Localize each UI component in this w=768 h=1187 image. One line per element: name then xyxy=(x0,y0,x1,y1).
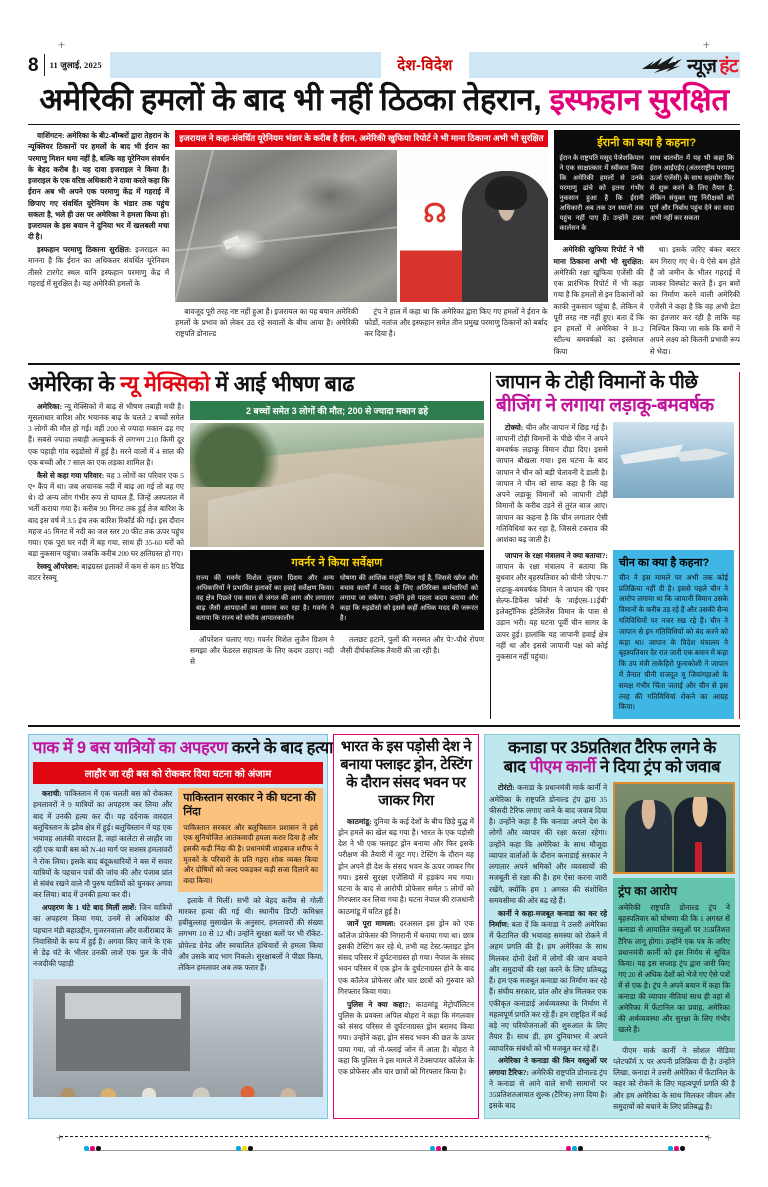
japan-subhead: जापान के रक्षा मंत्रालय ने क्या बताया?: xyxy=(505,550,608,560)
pak-subhead: अपहरण के 1 घंटे बाद मिलीं लाशें: xyxy=(42,903,137,913)
canada-subhead-2: अमेरिका ने कनाडा की किन वस्तुओं पर लगाया टैरिफ?: xyxy=(489,1056,608,1077)
mexico-fact-box-cols xyxy=(196,574,478,624)
mexico-right-wrap xyxy=(190,401,484,669)
canada-col2-wrap xyxy=(613,782,735,1113)
mexico-col1-body2: यह 3 लोगों का परिवार एक 5 ए॰ कैंप में था। जब अचानक नदी में बाढ़ आ गई तो बह गए थे। दो अन्य लोग गंभीर रूप से घायल हैं, जिन्हें अस्पताल में भर्ती कराया गया है। करीब 90 मिनट तक हुई तेज बारिश के बाद इस वर्ष में 3.5 इंच तक बारिश रिकॉर्ड की गई। इस दौरान महज 45 मिनट में नदी का जल स्तर 20 फीट तक ऊपर पहुंच गया। एक पूरा घर नदी में बह गया, साथ ही 35-60 घरों को बड़ा नुकसान पहुंचा। जबकि करीब 200 घर क्षतिग्रस्त हो गए। xyxy=(28,470,185,559)
mexico-col1-body: न्यू मेक्सिको में बाढ़ से भीषण तबाही मची है। मूसलाधार बारिश और भयानक बाढ़ के चलते 2 बच्चों समेत 3 लोगों की मौत हो गई। वहीं 200 से ज्यादा मकान ढह गए हैं। सबसे ज्यादा तबाही अल्बुकर्क से लगभग 210 किमी दूर एक पहाड़ी गांव रुइडोसो में हुई है। मरने वालों में 4 साल की एक बच्ची और 7 साल का एक लड़का शामिल है। xyxy=(28,401,184,467)
lead-headline xyxy=(28,82,740,119)
section-title: देश-विदेश xyxy=(381,52,468,78)
satellite-structure xyxy=(223,235,241,249)
publication-date: 11 जुलाई, 2025 xyxy=(49,59,102,70)
page-number: 8 xyxy=(28,54,39,76)
drone-body: दुनिया के कई देशों के बीच छिड़े युद्ध में ड्रोन हमले का खेल बढ़ गया है। भारत के एक पड़ोसी देश ने भी एक फ्लाइट ड्रोन बनाया और फिर इसके परीक्षण की तैयारी में जुट गए। टेस्टिंग के दौरान यह ड्रोन अपने ही देश के संसद भवन के ऊपर जाकर गिर गया। इससे सुरक्षा एजेंसियों में हड़कंप मच गया। घटना के बाद से आरोपी प्रोफेसर समेत 5 लोगों को गिरफ्तार कर लिया गया है। घटना नेपाल की राजधानी काठमांडू में घटित हुई है। xyxy=(338,816,474,916)
canada-col1-body3: अमेरिकी राष्ट्रपति डोनाल्ड ट्रंप ने कनाडा से आने वाले सभी सामानों पर 35प्रतिशतआयात शुल्क (टैरिफ) लगा दिया है। इसके बाद xyxy=(489,1067,608,1111)
mexico-headline-p2: में आई भीषण बाढ xyxy=(209,371,355,396)
pak-col2-p1: इलाके में मिलीं। सभी को बेहद करीब से गोली मारकर हत्या की गई थी। स्थानीय डिप्टी कमिश्नर हबीबुल्लाह मुसाखेल के अनुसार, हमलावरों की संख्या लगभग 10 से 12 थी। उन्होंने सुरक्षा बलों पर भी रॉकेट-प्रोपेल्ड ग्रेनेड और स्वचालित हथियारों से हमला किया और उसके बाद भाग निकले। सुरक्षाबलों ने पीछा किया, लेकिन हमलावर अब तक फरार हैं। xyxy=(178,895,323,973)
japan-col1-p1 xyxy=(496,422,608,546)
mexico-dateline: अमेरिका: xyxy=(37,401,63,411)
mexico-bottom-p2: तलछट हटाने, पुलों की मरम्मत और पे?-पौधे रोपण जैसी दीर्घकालिक तैयारी की जा रही है। xyxy=(340,634,484,656)
masthead xyxy=(28,52,740,78)
story-divider-1 xyxy=(28,363,740,365)
canada-col1 xyxy=(489,782,607,1113)
mexico-bottom-col2 xyxy=(340,634,484,669)
mexico-subhead-2: रेस्क्यू ऑपरेशन: xyxy=(37,562,80,572)
canada-text-row xyxy=(489,782,735,1113)
japan-dateline: टोक्यो: xyxy=(505,422,524,432)
mexico-subhead-1: कैसे से कहा गया परिवार: xyxy=(37,470,105,480)
registration-solid-line xyxy=(88,1150,680,1151)
black-dot xyxy=(578,1146,583,1151)
pak-col1-p1 xyxy=(33,788,172,901)
iran-col3 xyxy=(364,306,547,341)
canada-col1-p3 xyxy=(489,1055,607,1111)
mexico-headline xyxy=(28,372,484,397)
mexico-col1 xyxy=(28,401,184,584)
pak-col1-p2 xyxy=(33,902,172,970)
japan-photo-wrap xyxy=(613,422,734,547)
iran-lower-p1 xyxy=(554,244,644,357)
drone-subhead-1: जानें पूरा मामला: xyxy=(347,919,396,929)
story-canada xyxy=(484,734,740,1119)
japan-box-wrap xyxy=(613,550,734,719)
drone-headline: भारत के इस पड़ोसी देश ने बनाया फ्लाइट ड्रोन, टेस्टिंग के दौरान संसद भवन पर जाकर गिरा xyxy=(340,738,472,809)
yellow-dot xyxy=(242,1146,247,1151)
tie-shape xyxy=(695,842,702,872)
mexico-col1-body3: बाढ़ग्रस्त इलाकों में कम से कम 85 रैपिड वाटर रेस्क्यू xyxy=(28,562,184,583)
masthead-band xyxy=(110,52,740,78)
canada-headline-line2 xyxy=(489,758,735,778)
mexico-green-strap: 2 बच्चों समेत 3 लोगों की मौत; 200 से ज्यादा मकान ढहे xyxy=(190,401,484,420)
pak-fact-box-title: पाकिस्तान सरकार ने की घटना की निंदा xyxy=(183,792,316,818)
iran-lower-body1: अमेरिकी रक्षा खुफिया एजेंसी की एक प्रारंभिक रिपोर्ट में भी कहा गया है कि हमलों से इन ठिकानों को काफी नुकसान पहुंचा है, लेकिन वे पूरी तरह नष्ट नहीं हुए। बता दें कि इन हमलों में अमेरिका ने B-2 स्टील्थ बमवर्षकों का इस्तेमाल किया xyxy=(553,267,644,356)
iran-left-column xyxy=(28,130,169,358)
folio xyxy=(28,52,110,78)
pak-headline xyxy=(33,738,334,758)
mexico-headline-p1: अमेरिका के xyxy=(28,371,121,396)
canada-headline-p2a: बाद xyxy=(503,758,530,777)
drone-col xyxy=(338,816,474,1078)
magenta-dot xyxy=(90,1146,95,1151)
cyan-dot xyxy=(572,1146,577,1151)
iran-mid-text xyxy=(175,306,547,341)
eagle-icon xyxy=(640,53,684,77)
color-dots-4 xyxy=(566,1146,583,1151)
press-registration-marks xyxy=(0,1128,768,1168)
mexico-fact-box-title: गवर्नर ने किया सर्वेक्षण xyxy=(291,556,383,569)
canada-col1-p1 xyxy=(489,782,607,906)
brand-text-hunt: हंट xyxy=(719,56,738,77)
headline-rule xyxy=(28,124,740,126)
magenta-dot xyxy=(566,1146,571,1151)
pak-col1-body2: जिन यात्रियों का अपहरण किया गया, उनमें से अधिकांश की पहचान मंडी बहाउद्दीन, गुजरनवाला और वजीराबाद के निवासियों के रूप में हुई है। अगवा किए जाने के एक से डेढ़ घंटे के भीतर उनकी लाशें एक पुल के नीचे नजदीकी पहाड़ी xyxy=(33,903,173,969)
iran-photo-row xyxy=(175,150,547,302)
drone-body2: दरअसल इस ड्रोन को एक कॉलेज प्रोफेसर की निगरानी में बनाया गया था। छात्र इसकी टेस्टिंग कर रहे थे, तभी यह टेस्ट-फ्लाइट ड्रोन संसद परिसर में दुर्घटनाग्रस्त हो गया। नेपाल के संसद भवन परिसर में एक ड्रोन के दुर्घटनाग्रस्त होने के बाद एक कॉलेज प्रोफेसर और चार छात्रों को गुरुवार को गिरफ्तार किया गया। xyxy=(338,919,474,996)
color-dots-2 xyxy=(236,1146,253,1151)
canada-green-wrap xyxy=(613,878,735,1040)
iran-right-column xyxy=(554,130,740,358)
canada-col2 xyxy=(613,1045,735,1113)
iran-col1-p1 xyxy=(28,130,169,243)
canada-dateline: टोरंटो: xyxy=(498,783,515,793)
pak-red-strap: लाहौर जा रही बस को रोककर दिया घटना को अंजाम xyxy=(33,762,323,784)
pak-fact-box xyxy=(178,788,323,891)
japan-fact-box xyxy=(613,550,734,719)
leader-figure xyxy=(462,171,548,302)
mexico-col1-p3 xyxy=(28,561,184,584)
mexico-bottom-text xyxy=(190,634,484,669)
japan-col1-body: चीन और जापान में छिड़ गई है। जापानी टोही विमानों के पीछे चीन ने अपने बमवर्षक लड़ाकू विमान दौड़ा दिए। इससे जापान बौखला गया। इस घटना के बाद जापान ने चीन को बड़ी चेतावनी दे डाली है। जापान ने चीन को साफ कहा है कि वह अपने लड़ाकू विमानों को जापानी टोही विमानों के करीब उड़ने से तुरंत बाज आए। जापान का कहना है कि चीन लगातार ऐसी गतिविधियां कर रहा है, जिससे टकराव की आशंका बढ़ जाती है। xyxy=(496,422,608,545)
pak-fact-box-text: पाकिस्तान सरकार और बलूचिस्तान प्रशासन ने इसे एक सुनियोजित आतंकवादी हमला करार दिया है और इसकी कड़ी निंदा की है। प्रधानमंत्री शाहबाज शरीफ ने मृतकों के परिवारों के प्रति गहरा शोक व्यक्त किया और दोषियों को जल्द पकड़कर कड़ी सजा दिलाने का वादा किया। xyxy=(183,823,318,885)
cyan-dot xyxy=(668,1146,673,1151)
iran-lower-col1 xyxy=(554,244,644,358)
pak-headline-rest: करने के बाद हत्या xyxy=(231,738,334,757)
brand-text-news: न्यूज़ xyxy=(687,56,717,77)
lead-headline-part1: अमेरिकी हमलों के बाद भी नहीं ठिठका तेहरान, xyxy=(39,82,550,117)
mexico-fact-box xyxy=(190,550,484,630)
iran-col1-p2 xyxy=(28,244,169,289)
newspaper-page xyxy=(28,52,740,1119)
iran-col1-subhead: इस्फहान परमाणु ठिकाना सुरक्षित: xyxy=(37,245,132,255)
mexico-col1-p2 xyxy=(28,470,184,560)
japan-top-row xyxy=(496,422,734,547)
carney-figure xyxy=(625,800,672,872)
iran-lower-text xyxy=(554,244,740,358)
crop-mark-top-right: + xyxy=(702,37,710,52)
canada-headline-line1: कनाडा पर 35प्रतिशत टैरिफ लगने के xyxy=(508,738,716,757)
drone-body3: काठमांडू मेट्रोपॉलिटन पुलिस के प्रवक्ता अपिल बोहरा ने कहा कि मंगलवार को संसद परिसर से दुर्घटनाग्रस्त ड्रोन बरामद किया गया। उन्होंने कहा, ड्रोन संसद भवन की छत के ऊपर पाया गया, जो नो-फ्लाई जोन में आता है। बोहरा ने कहा कि पुलिस ने इस मामले में टेक्सपायर कॉलेज के एक प्रोफेसर और चार छात्रों को गिरफ्तार किया है। xyxy=(338,999,474,1077)
magenta-dot xyxy=(674,1146,679,1151)
pak-headline-highlight: पाक में 9 बस यात्रियों का अपहरण xyxy=(33,738,232,757)
cyan-dot xyxy=(84,1146,89,1151)
magenta-dot xyxy=(436,1146,441,1151)
iran-col1 xyxy=(28,130,169,289)
drone-p2 xyxy=(338,918,474,997)
bottom-band xyxy=(28,734,740,1119)
black-dot xyxy=(442,1146,447,1151)
fighter-jets-photo xyxy=(613,422,734,498)
japan-col1 xyxy=(496,422,608,547)
color-dots-5 xyxy=(668,1146,685,1151)
story-iran xyxy=(28,130,740,358)
mexico-bottom-p1: ऑपरेशन चलाए गए। गवर्नर मिशेल लुजैन ग्रिशम ने समझा और फेडरल सहायता के लिए कदम उठाए। नदी से xyxy=(190,634,334,667)
mexico-headline-highlight: न्यू मेक्सिको xyxy=(120,371,210,396)
color-dots-3 xyxy=(430,1146,447,1151)
pak-col2-wrap xyxy=(178,788,323,975)
canada-headline-highlight: पीएम कार्नी xyxy=(529,758,596,777)
mexico-col1-wrap xyxy=(28,401,184,669)
canada-col1-p2 xyxy=(489,908,607,1054)
story-japan xyxy=(490,372,740,719)
iran-lower-col2 xyxy=(650,244,740,358)
color-dots-1 xyxy=(84,1146,101,1151)
iran-center-column xyxy=(175,130,547,358)
cyan-dot xyxy=(430,1146,435,1151)
mexico-fact-box-col2: घोषणा की आंशिक मंजूरी मिल गई है, जिससे खोज और बचाव कार्यों में मदद के लिए अतिरिक्त कर्मचारियों को लगाया जा सकेगा। उन्होंने इसे पहला कदम बताया और कहा कि रुइडोसो को इससे कहीं अधिक मदद की जरूरत है। xyxy=(340,574,478,622)
canada-fact-box-text: अमेरिकी राष्ट्रपति डोनाल्ड ट्रंप ने बृहस्पतिवार को घोषणा की कि 1 अगस्त से कनाडा से आयातित वस्तुओं पर 35प्रतिशत टैरिफ लागू होगा। उन्होंने एक पत्र के जरिए प्रधानमंत्री कार्नी को इस निर्णय से सूचित किया। यह इस सप्ताह ट्रंप द्वारा जारी किए गए 20 से अधिक देशों को भेजे गए ऐसे पत्रों में से एक है। ट्रंप ने अपने बयान में कहा कि कनाडा की व्यापार नीतियां साथ ही वहां से अमेरिका में फेंटानिल का प्रवाह, अमेरिका की अर्थव्यवस्था और सुरक्षा के लिए गंभीर खतरे हैं। xyxy=(618,903,730,1035)
mexico-col1-p1 xyxy=(28,401,184,469)
story-pakistan xyxy=(28,734,334,1119)
japan-headline-line2: बीजिंग ने लगाया लड़ाकू-बमवर्षक xyxy=(496,394,714,416)
satellite-photo xyxy=(175,150,397,302)
black-dot xyxy=(248,1146,253,1151)
iran-fact-box-cols xyxy=(560,154,734,234)
japan-fact-box-title: चीन का क्या है कहना? xyxy=(618,556,710,569)
story-new-mexico xyxy=(28,372,484,719)
iran-leader-photo xyxy=(400,150,548,302)
iran-col2 xyxy=(175,306,358,341)
mexico-bottom-col1 xyxy=(190,634,334,669)
iran-lower-p2: था। इसके जरिए बंकर बस्टर बम गिराए गए थे। ये ऐसे बम होते हैं जो जमीन के भीतर गहराई में जाकर विस्फोट करते हैं। इन बमों का निर्माण करने वाली अमेरिकी एजेंसी ने कहा है कि वह अभी डेटा का इंतजार कर रही है ताकि यह निश्चित किया जा सके कि बमों ने अपने लक्ष्य को कितनी प्रभावी रूप से भेदा। xyxy=(649,245,741,356)
mexico-fact-box-col1: राज्य की गवर्नर मिशेल लुजान ग्रिशम और अन्य अधिकारियों ने प्रभावित इलाकों का हवाई सर्वेक्षण किया। वह क्षेत्र पिछले एक साल से जंगल की आग और लगातार बाढ़ जैसी आपदाओं का सामना कर रहा है। गवर्नर ने बताया कि राज्य को संघीय आपातकालीन xyxy=(196,574,334,622)
canada-col1-body: कनाडा के प्रधानमंत्री मार्क कार्नी ने अमेरिका के राष्ट्रपति डोनाल्ड ट्रंप द्वारा 35 फीसदी टैरिफ लगाए जाने के बाद जवाब दिया है। उन्होंने कहा है कि कनाडा अपने देश के लोगों और व्यापार की रक्षा करता रहेगा। उन्होंने कहा कि अमेरिका के साथ मौजूदा व्यापार वार्ताओं के दौरान कनाडाई सरकार ने लगातार अपने श्रमिकों और व्यवसायों की मजबूती से रक्षा की है। हम ऐसा करना जारी रखेंगे, क्योंकि हम 1 अगस्त की संशोधित समयसीमा की ओर बढ़ रहे हैं। xyxy=(489,783,608,905)
drone-subhead-2: पुलिस ने क्या कहा?: xyxy=(347,999,411,1009)
middle-band xyxy=(28,372,740,719)
crop-mark-bottom-right: + xyxy=(704,1130,712,1145)
japan-col2 xyxy=(496,550,608,719)
japan-bottom-row xyxy=(496,550,734,719)
pak-col1-body: पाकिस्तान में एक चलती बस को रोककर हमलावरों ने 9 यात्रियों का अपहरण कर लिया और बाद में उनकी हत्या कर दी। यह दर्दनाक वारदात बलूचिस्तान के झोब क्षेत्र में हुई। बलूचिस्तान में यह एक भयावह आतंकी वारदात है, जहां कालेटा से लाहौर जा रही एक यात्री बस को N-40 मार्ग पर सशस्त्र हमलावरों ने रोक लिया। इसके बाद बंदूकधारियों ने बस में सवार यात्रियों के पहचान पत्रों की जांच की और पंजाब प्रांत से संबंध रखने वाले नौ पुरुष यात्रियों को चुनकर अगवा कर लिया। बाद में उनकी हत्या कर दी। xyxy=(33,789,173,900)
bus-window xyxy=(65,993,181,1019)
iran-red-strap: इजरायल ने कहा-संवर्धित यूरेनियम भंडार के करीब है ईरान, अमेरिकी खुफिया रिपोर्ट ने भी माना ठिकाना अभी भी सुरक्षित xyxy=(175,130,547,147)
iran-fact-box-title: ईरानी का क्या है कहना? xyxy=(597,137,697,150)
pak-col2 xyxy=(178,895,323,974)
crop-mark-top-left: + xyxy=(58,37,66,52)
crowd-shape xyxy=(33,1045,323,1097)
japan-col2-body: जापान के रक्षा मंत्रालय ने बताया कि बुधवार और बृहस्पतिवार को चीनी 'जेएच-7' लड़ाकू-बमवर्षक विमान ने जापान की 'एयर सेल्फ-डिफेंस फोर्स' के 'वाईएस-11ईबी' इलेक्ट्रॉनिक इंटेलिजेंस विमान के पास से उड़ान भरी। यह घटना पूर्वी चीन सागर के ऊपर हुई। हालांकि यह जापानी हवाई क्षेत्र नहीं था और इससे जापानी पक्ष को कोई नुकसान नहीं पहुंचा। xyxy=(496,562,608,662)
japan-fact-box-text: चीन ने इस मामले पर अभी तक कोई प्रतिक्रिया नहीं दी है। इससे पहले चीन ने आरोप लगाया था कि जापानी विमान उसके विमानों के करीब उड़ रहे हैं और उसकी सैन्य गतिविधियों पर नजर रख रहे हैं। चीन ने जापान से इन गतिविधियों को बंद करने को कहा था। जापान के विदेश मंत्रालय ने बृहस्पतिवार देर रात जारी एक बयान में कहा कि उप मंत्री ताकेहिरो फुनाकोशी ने जापान में तैनात चीनी राजदूत वू जियांगहाओ के समक्ष गंभीर चिंता जताई और चीन से इस तरह की गतिविधियां रोकने का आग्रह किया। xyxy=(618,573,728,712)
pak-dateline: कराची: xyxy=(42,789,62,799)
jet-left-icon xyxy=(620,444,683,464)
iran-col3-p1: ट्रंप ने हाल में कहा था कि अमेरिका द्वारा किए गए हमलों ने ईरान के फोर्डो, नतांज और इस्फहान समेत तीन प्रमुख परमाणु ठिकानों को बर्बाद कर दिया है। xyxy=(364,306,548,339)
iran-fact-box xyxy=(554,130,740,240)
canada-col2-p1: पीएम मार्क कार्नी ने सोशल मीडिया प्लेटफॉर्म X पर अपनी प्रतिक्रिया दी है। उन्होंने लिखा, कनाडा ने उत्तरी अमेरिका में फेंटानिल के कहर को रोकने के लिए महत्वपूर्ण प्रगति की है और हम अमेरिका के साथ मिलकर जीवन और समुदायों को बचाने के लिए प्रतिबद्ध हैं। xyxy=(613,1045,735,1111)
bus-attack-photo xyxy=(33,979,323,1097)
story-drone xyxy=(333,734,479,1119)
folio-divider xyxy=(44,54,45,76)
black-dot xyxy=(96,1146,101,1151)
pak-text-row xyxy=(33,788,323,975)
flood-house-photo xyxy=(190,423,484,547)
black-dot xyxy=(680,1146,685,1151)
registration-dashed-line xyxy=(60,1136,708,1137)
story-divider-2 xyxy=(28,725,740,727)
crop-mark-bottom-left: + xyxy=(56,1130,64,1145)
drone-p3 xyxy=(338,999,474,1078)
brand-logo xyxy=(640,52,738,78)
canada-subhead-1: कार्नी ने कहा-मजबूत कनाडा का कर रहे निर्माण: xyxy=(489,908,608,929)
iran-lower-subhead: अमेरिकी खुफिया रिपोर्ट ने भी माना ठिकाना अभी भी सुरक्षित: xyxy=(553,245,644,266)
japan-col2-p1 xyxy=(496,550,608,663)
jet-right-icon xyxy=(676,447,729,464)
canada-col1-body2: बता दें कि कनाडा ने उत्तरी अमेरिका में फेंटानिल की भयावह समस्या को रोकने में अहम प्रगति की है। हम अमेरिका के साथ मिलकर दोनों देशों में लोगों की जान बचाने और समुदायों की रक्षा करने के लिए प्रतिबद्ध हैं। हम एक मजबूत कनाडा का निर्माण कर रहे हैं। संघीय सरकार, प्रांत और क्षेत्र मिलकर एक एकीकृत कनाडाई अर्थव्यवस्था के निर्माण में महत्वपूर्ण प्रगति कर रहे हैं। हम राष्ट्रहित में कई बड़े नए परियोजनाओं की शुरुआत के लिए तैयार हैं। साथ ही, हम दुनियाभर में अपने व्यापारिक संबंधों को भी मजबूत कर रहे हैं। xyxy=(489,919,608,1053)
carney-trump-photo xyxy=(613,782,735,874)
iran-emblem-icon: ☊ xyxy=(423,199,447,229)
pak-col1 xyxy=(33,788,172,975)
drone-p1 xyxy=(338,816,474,917)
cyan-dot xyxy=(236,1146,241,1151)
iran-col2-p1: बावजूद पूरी तरह नष्ट नहीं हुआ है। इजरायल का यह बयान अमेरिकी हमलों के प्रभाव को लेकर उठ रहे सवालों के बीच आया है। अमेरिकी राष्ट्रपति डोनाल्ड xyxy=(175,306,359,339)
iran-fact-box-col1: ईरान के राष्ट्रपति मसूद पेजेशकियान ने एक साक्षात्कार में स्वीकार किया कि अमेरिकी हमलों से उनके परमाणु ढांचे को इतना गंभीर नुकसान हुआ है कि ईरानी अधिकारी अब तक उन स्थानों तक पहुंच नहीं पाए हैं। उन्होंने टकर कार्लसन के xyxy=(559,155,644,233)
iran-col1-body2: इजराइल का मानना है कि ईरान का अधिकतर संवर्धित यूरेनियम तीसरे टारगेट स्थल यानि इस्फहान परमाणु केंद्र में गहराई में सुरक्षित है। यह अमेरिकी हमलों के xyxy=(28,245,170,288)
japan-headline-line1: जापान के टोही विमानों के पीछे xyxy=(496,371,698,393)
canada-fact-box-title: ट्रंप का आरोप xyxy=(618,884,678,899)
drone-dateline: काठमांडू: xyxy=(347,816,372,826)
iran-fact-box-col2: साथ बातचीत में यह भी कहा कि ईरान आईएईए (अंतरराष्ट्रीय परमाणु ऊर्जा एजेंसी) के साथ सहयोग फिर से शुरू करने के लिए तैयार है, लेकिन संयुक्त राष्ट्र निरीक्षकों को पूर्ण और निर्बाध पहुंच देने का वादा अभी नहीं कर सकता xyxy=(649,155,735,223)
mexico-top-row xyxy=(28,401,484,669)
canada-fact-box xyxy=(613,878,735,1040)
iran-col1-dateline: वाशिंगटन: अमेरिका के बी2-बॉम्बरों द्वारा तेहरान के न्यूक्लियर ठिकानों पर हमलों के बाद भी ईरान का परमाणु मिशन थमा नहीं है, बल्कि वह यूरेनियम संवर्धन के बेहद करीब है। यह दावा इजराइल ने किया है। इजराइल के एक वरिष्ठ अधिकारी ने दावा करते कहा कि ईरान अब भी अपने एक परमाणु केंद्र में गहराई में छिपाए गए संवर्धित यूरेनियम के भंडार तक पहुंच सकता है, भले ही उस पर अमेरिका ने हमला किया हो। इजरायल के इस बयान ने दुनिया भर में खलबली मचा दी है। xyxy=(28,131,170,242)
canada-headline-p2c: ने दिया ट्रंप को जवाब xyxy=(595,758,721,777)
lead-headline-highlight: इस्फहान सुरक्षित xyxy=(549,82,729,117)
